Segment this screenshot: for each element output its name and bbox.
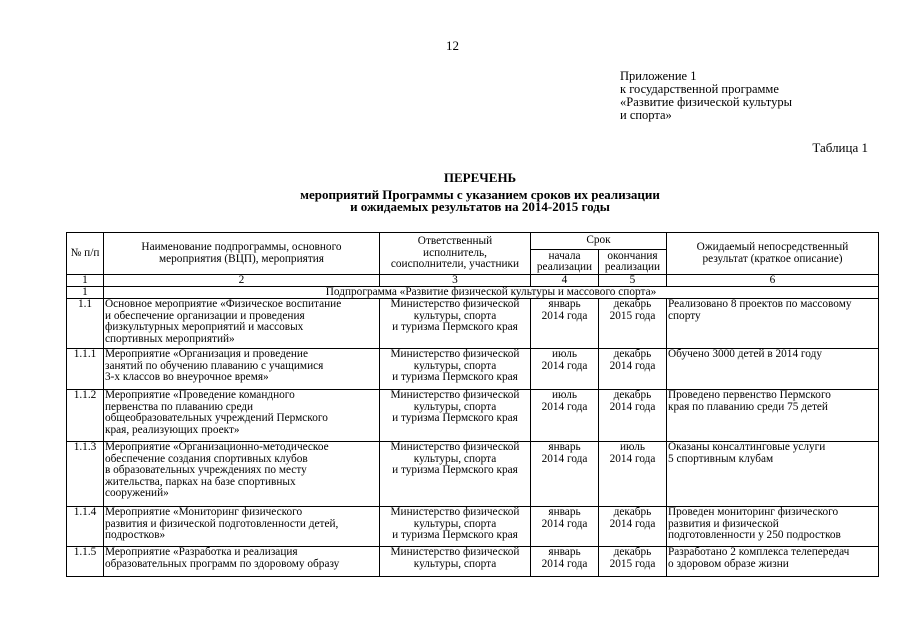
subprogram-num: 1 — [67, 287, 104, 299]
row-end — [599, 442, 667, 507]
row-num-line: 1.1.4 — [73, 506, 97, 518]
row-end-line: декабрь — [613, 389, 652, 401]
table-row — [67, 547, 879, 577]
row-name-line: Основное мероприятие «Физическое воспитание — [105, 298, 342, 310]
row-end-line: декабрь — [613, 348, 652, 360]
row-end-line: 2014 года — [609, 517, 656, 530]
row-result — [667, 390, 879, 442]
row-start-line: 2014 года — [541, 452, 588, 465]
row-executor-line: и туризма Пермского края — [392, 529, 518, 541]
row-name-line: Мероприятие «Организационно-методическое — [105, 441, 329, 453]
row-name — [104, 349, 380, 390]
row-num — [67, 349, 104, 390]
column-number: 4 — [531, 275, 599, 287]
document-subtitle — [0, 189, 905, 213]
row-executor-line: Министерство физической — [390, 298, 520, 310]
row-start-line: январь — [548, 506, 581, 518]
header-num: № п/п — [67, 233, 104, 275]
row-name — [104, 390, 380, 442]
appendix-line: к государственной программе — [620, 82, 779, 96]
row-name-line: подростков» — [105, 529, 166, 541]
row-end — [599, 299, 667, 349]
row-executor-line: культуры, спорта — [413, 400, 497, 413]
row-name-line: и обеспечение организации и проведения — [105, 309, 305, 322]
row-num — [67, 390, 104, 442]
row-executor-line: культуры, спорта — [413, 517, 497, 530]
row-name-line: края, реализующих проект» — [105, 423, 240, 436]
row-executor — [380, 442, 531, 507]
row-result-line: подготовленности у 250 подростков — [668, 529, 841, 541]
row-result-line: Разработано 2 комплекса телепередач — [668, 546, 850, 558]
row-end — [599, 349, 667, 390]
row-num-line: 1.1.2 — [73, 389, 97, 401]
row-num-line: 1.1.5 — [73, 546, 97, 558]
row-start-line: 2014 года — [541, 359, 588, 372]
row-name-line: Мероприятие «Мониторинг физического — [105, 506, 303, 518]
row-result-line: края по плаванию среди 75 детей — [668, 400, 828, 413]
row-executor-line: Министерство физической — [390, 441, 520, 453]
row-executor-line: и туризма Пермского края — [392, 464, 518, 476]
table-row — [67, 390, 879, 442]
activities-table — [66, 232, 879, 577]
row-start — [531, 442, 599, 507]
row-result-line: Проведено первенство Пермского — [668, 389, 831, 401]
row-start-line: июль — [552, 389, 577, 401]
column-number: 6 — [667, 275, 879, 287]
page-number: 12 — [446, 38, 459, 53]
row-start — [531, 299, 599, 349]
row-result-line: Оказаны консалтинговые услуги — [668, 441, 826, 453]
row-name-line: образовательных программ по здоровому образу — [105, 557, 340, 570]
row-name-line: общеобразовательных учреждений Пермского — [105, 412, 328, 424]
row-executor-line: культуры, спорта — [413, 557, 497, 570]
row-end-line: 2014 года — [609, 359, 656, 372]
row-num-line: 1.1.1 — [73, 348, 97, 360]
column-number: 3 — [380, 275, 531, 287]
row-num — [67, 547, 104, 577]
appendix-note — [620, 70, 792, 122]
row-result-line: о здоровом образе жизни — [668, 557, 789, 570]
row-end — [599, 547, 667, 577]
row-executor-line: и туризма Пермского края — [392, 412, 518, 424]
row-num-line: 1.1.3 — [73, 441, 97, 453]
row-executor — [380, 349, 531, 390]
subtitle-line: и ожидаемых результатов на 2014-2015 годы — [350, 199, 610, 214]
column-number: 2 — [104, 275, 380, 287]
row-end-line: декабрь — [613, 298, 652, 310]
row-executor — [380, 547, 531, 577]
column-number: 1 — [67, 275, 104, 287]
row-start — [531, 547, 599, 577]
row-executor-line: Министерство физической — [390, 348, 520, 360]
row-end — [599, 507, 667, 547]
row-result — [667, 442, 879, 507]
row-executor-line: и туризма Пермского края — [392, 321, 518, 333]
row-executor-line: культуры, спорта — [413, 452, 497, 465]
row-start-line: 2014 года — [541, 309, 588, 322]
row-num — [67, 442, 104, 507]
row-start-line: 2014 года — [541, 557, 588, 570]
row-name — [104, 507, 380, 547]
row-name-line: в образовательных учреждениях по месту — [105, 464, 307, 476]
row-name-line: занятий по обучению плаванию с учащимися — [105, 359, 324, 372]
row-start-line: июль — [552, 348, 577, 360]
row-start-line: январь — [548, 546, 581, 558]
row-result-line: Обучено 3000 детей в 2014 году — [668, 348, 822, 360]
row-executor-line: Министерство физической — [390, 546, 520, 558]
appendix-line: и спорта» — [620, 108, 672, 122]
row-end-line: июль — [620, 441, 645, 453]
row-end-line: 2015 года — [609, 557, 656, 570]
table-row — [67, 442, 879, 507]
row-name-line: Мероприятие «Проведение командного — [105, 389, 295, 401]
row-start-line: 2014 года — [541, 400, 588, 413]
row-name-line: развития и физической подготовленности детей, — [105, 517, 339, 530]
row-name-line: 3-х классов во внеурочное время» — [105, 371, 269, 383]
row-end — [599, 390, 667, 442]
row-start — [531, 507, 599, 547]
table-row — [67, 507, 879, 547]
subprogram-title: Подпрограмма «Развитие физической культуры и массового спорта» — [104, 287, 879, 299]
row-result — [667, 507, 879, 547]
row-end-line: декабрь — [613, 546, 652, 558]
row-start — [531, 349, 599, 390]
row-name-line: сооружений» — [105, 487, 169, 499]
row-name-line: Мероприятие «Организация и проведение — [105, 348, 308, 360]
row-executor — [380, 390, 531, 442]
table-row — [67, 299, 879, 349]
row-result-line: развития и физической — [668, 517, 779, 530]
row-start — [531, 390, 599, 442]
header-result: Ожидаемый непосредственный результат (краткое описание) — [667, 233, 879, 275]
column-number: 5 — [599, 275, 667, 287]
row-num — [67, 507, 104, 547]
row-name — [104, 442, 380, 507]
row-executor-line: и туризма Пермского края — [392, 371, 518, 383]
row-executor — [380, 507, 531, 547]
row-executor-line: Министерство физической — [390, 389, 520, 401]
table-row — [67, 349, 879, 390]
row-name-line: обеспечение создания спортивных клубов — [105, 452, 308, 465]
subtitle-line: мероприятий Программы с указанием сроков их реализации — [300, 187, 660, 202]
row-name — [104, 299, 380, 349]
row-result — [667, 547, 879, 577]
row-start-line: январь — [548, 441, 581, 453]
row-result — [667, 349, 879, 390]
row-executor-line: культуры, спорта — [413, 359, 497, 372]
row-start-line: январь — [548, 298, 581, 310]
appendix-line: Приложение 1 — [620, 69, 697, 83]
row-name-line: первенства по плаванию среди — [105, 400, 254, 413]
header-end: окончания реализации — [599, 250, 667, 275]
column-number-row — [67, 275, 879, 287]
header-name: Наименование подпрограммы, основного мероприятия (ВЦП), мероприятия — [104, 233, 380, 275]
row-name-line: спортивных мероприятий» — [105, 332, 235, 345]
row-name-line: Мероприятие «Разработка и реализация — [105, 546, 298, 558]
row-executor — [380, 299, 531, 349]
row-result-line: 5 спортивным клубам — [668, 452, 774, 465]
row-start-line: 2014 года — [541, 517, 588, 530]
row-num-line: 1.1 — [77, 298, 93, 310]
row-end-line: 2014 года — [609, 400, 656, 413]
document-title: ПЕРЕЧЕНЬ — [443, 170, 517, 185]
row-name-line: жительства, парках на базе спортивных — [105, 475, 296, 488]
row-end-line: декабрь — [613, 506, 652, 518]
row-num — [67, 299, 104, 349]
row-name — [104, 547, 380, 577]
row-result-line: спорту — [668, 309, 701, 322]
header-start: начала реализации — [531, 250, 599, 275]
row-result-line: Реализовано 8 проектов по массовому — [668, 298, 852, 310]
row-result-line: Проведен мониторинг физического — [668, 506, 839, 518]
row-end-line: 2015 года — [609, 309, 656, 322]
appendix-line: «Развитие физической культуры — [620, 95, 792, 109]
header-executor: Ответственный исполнитель, соисполнители, участники — [380, 233, 531, 275]
row-name-line: физкультурных мероприятий и массовых — [105, 321, 304, 333]
subprogram-row — [67, 287, 879, 299]
table-label: Таблица 1 — [812, 140, 868, 155]
header-term: Срок — [531, 233, 667, 250]
row-executor-line: Министерство физической — [390, 506, 520, 518]
row-executor-line: культуры, спорта — [413, 309, 497, 322]
row-end-line: 2014 года — [609, 452, 656, 465]
row-result — [667, 299, 879, 349]
